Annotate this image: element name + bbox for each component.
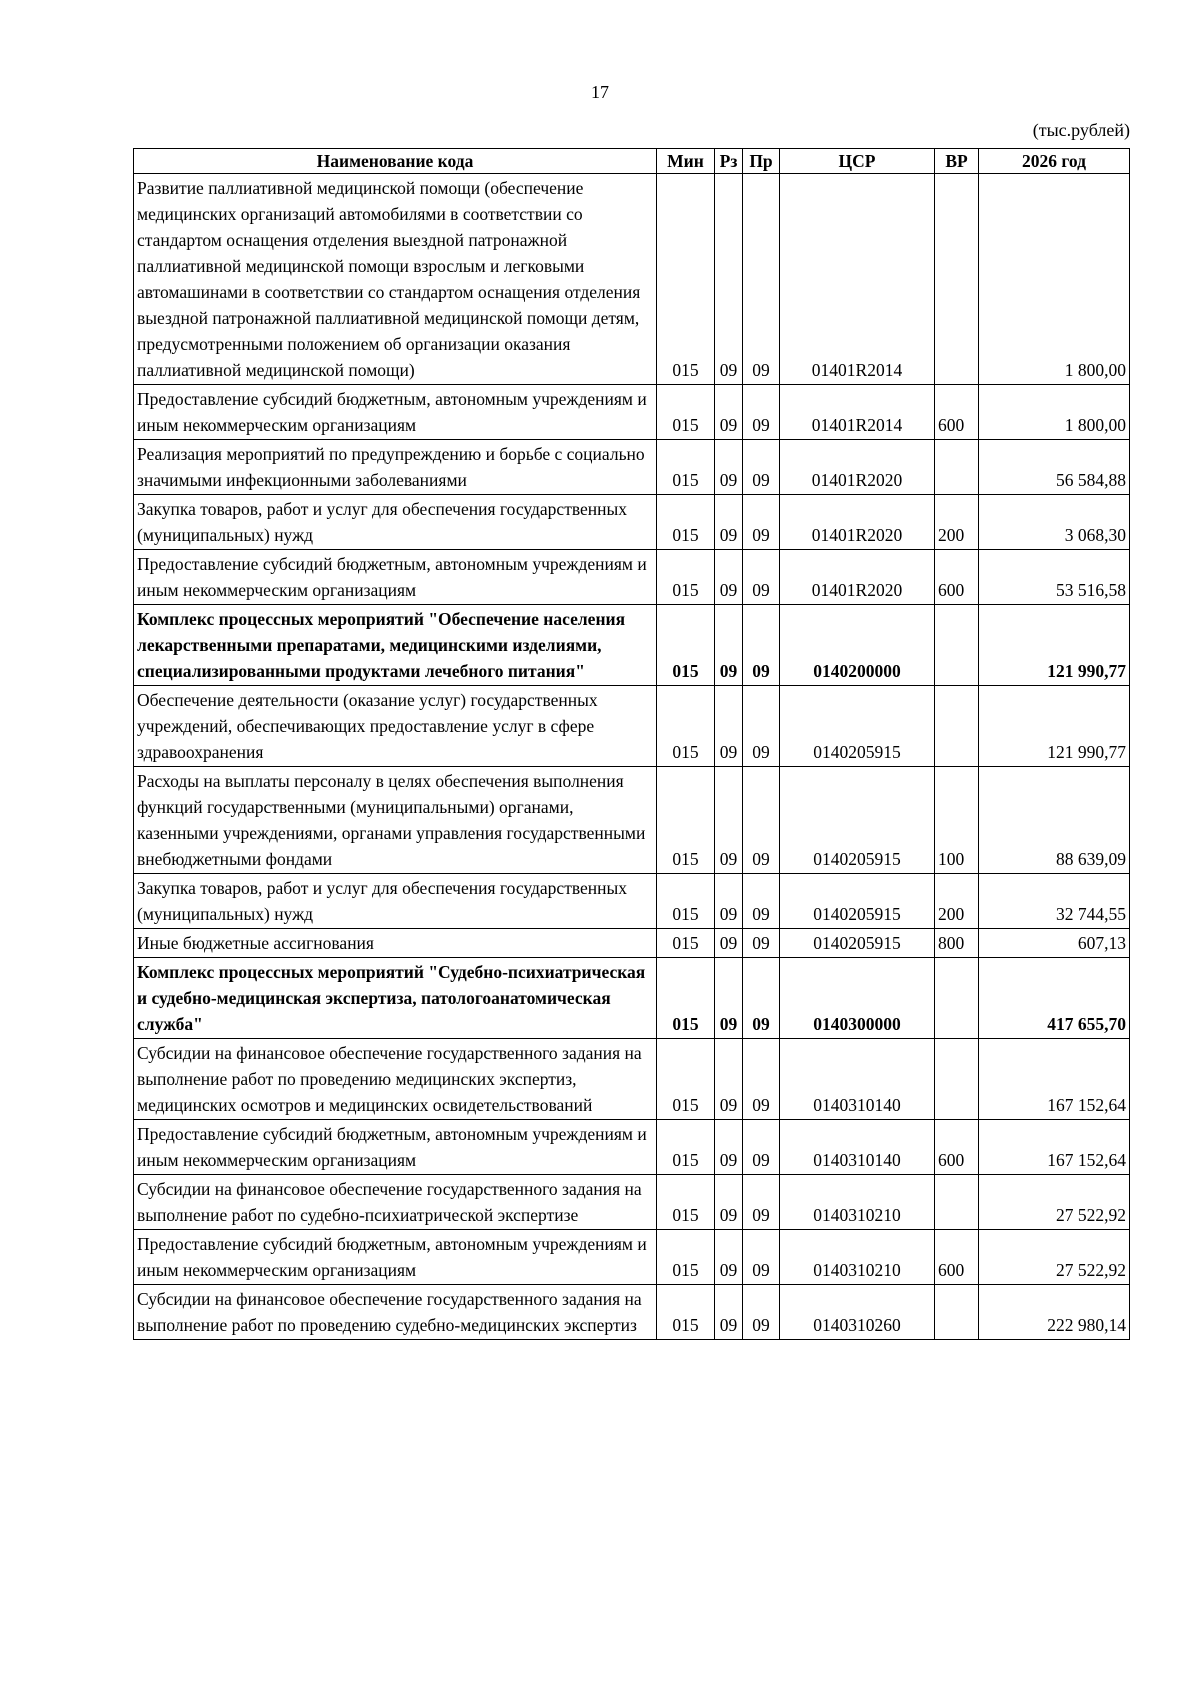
cell-name: Предоставление субсидий бюджетным, автономным учреждениям и иным некоммерческим организациям	[134, 385, 657, 440]
cell-csr: 0140310210	[780, 1230, 935, 1285]
cell-rz: 09	[715, 1039, 743, 1120]
cell-csr: 0140205915	[780, 686, 935, 767]
cell-vr: 600	[935, 385, 979, 440]
budget-table	[133, 148, 1130, 1340]
cell-sum: 56 584,88	[979, 440, 1130, 495]
cell-sum: 121 990,77	[979, 605, 1130, 686]
table-row	[134, 929, 1130, 958]
cell-rz: 09	[715, 1120, 743, 1175]
header-csr: ЦСР	[780, 149, 935, 174]
cell-pr: 09	[743, 605, 780, 686]
cell-vr	[935, 174, 979, 385]
header-name: Наименование кода	[134, 149, 657, 174]
cell-name: Расходы на выплаты персоналу в целях обеспечения выполнения функций государственными (муниципальными) органами, казенными учреждениями, органами управления государственными внебюджетными фондами	[134, 767, 657, 874]
cell-pr: 09	[743, 1285, 780, 1340]
cell-name: Обеспечение деятельности (оказание услуг) государственных учреждений, обеспечивающих предоставление услуг в сфере здравоохранения	[134, 686, 657, 767]
cell-sum: 27 522,92	[979, 1230, 1130, 1285]
cell-min: 015	[657, 1039, 715, 1120]
cell-name: Развитие паллиативной медицинской помощи (обеспечение медицинских организаций автомобилями в соответствии со стандартом оснащения отделения выездной патронажной паллиативной медицинской помощи взрослым и легковыми автомашинами в соответствии со стандартом оснащения отделения выездной патронажной паллиативной медицинской помощи детям, предусмотренными положением об организации оказания паллиативной медицинской помощи)	[134, 174, 657, 385]
table-row	[134, 174, 1130, 385]
cell-csr: 0140300000	[780, 958, 935, 1039]
cell-csr: 0140310210	[780, 1175, 935, 1230]
cell-csr: 0140310260	[780, 1285, 935, 1340]
cell-sum: 167 152,64	[979, 1120, 1130, 1175]
cell-pr: 09	[743, 1175, 780, 1230]
cell-min: 015	[657, 1285, 715, 1340]
table-row	[134, 686, 1130, 767]
units-label: (тыс.рублей)	[1032, 120, 1130, 140]
cell-rz: 09	[715, 874, 743, 929]
cell-pr: 09	[743, 550, 780, 605]
cell-sum: 27 522,92	[979, 1175, 1130, 1230]
cell-vr: 600	[935, 550, 979, 605]
cell-name: Закупка товаров, работ и услуг для обеспечения государственных (муниципальных) нужд	[134, 874, 657, 929]
cell-sum: 417 655,70	[979, 958, 1130, 1039]
cell-name: Субсидии на финансовое обеспечение государственного задания на выполнение работ по проведению медицинских экспертиз, медицинских осмотров и медицинских освидетельствований	[134, 1039, 657, 1120]
cell-pr: 09	[743, 767, 780, 874]
cell-vr: 600	[935, 1230, 979, 1285]
cell-min: 015	[657, 767, 715, 874]
cell-min: 015	[657, 495, 715, 550]
cell-sum: 167 152,64	[979, 1039, 1130, 1120]
cell-pr: 09	[743, 929, 780, 958]
cell-vr: 800	[935, 929, 979, 958]
cell-pr: 09	[743, 174, 780, 385]
cell-name: Закупка товаров, работ и услуг для обеспечения государственных (муниципальных) нужд	[134, 495, 657, 550]
cell-vr	[935, 958, 979, 1039]
cell-rz: 09	[715, 929, 743, 958]
cell-pr: 09	[743, 874, 780, 929]
cell-rz: 09	[715, 767, 743, 874]
cell-rz: 09	[715, 440, 743, 495]
cell-csr: 01401R2014	[780, 385, 935, 440]
cell-sum: 1 800,00	[979, 385, 1130, 440]
cell-sum: 88 639,09	[979, 767, 1130, 874]
cell-csr: 01401R2014	[780, 174, 935, 385]
cell-name: Комплекс процессных мероприятий "Судебно-психиатрическая и судебно-медицинская экспертиза, патологоанатомическая служба"	[134, 958, 657, 1039]
cell-min: 015	[657, 385, 715, 440]
table-row	[134, 874, 1130, 929]
table-row	[134, 440, 1130, 495]
cell-csr: 01401R2020	[780, 495, 935, 550]
cell-vr: 200	[935, 874, 979, 929]
cell-rz: 09	[715, 1175, 743, 1230]
cell-vr	[935, 686, 979, 767]
cell-rz: 09	[715, 174, 743, 385]
table-row	[134, 1285, 1130, 1340]
cell-vr	[935, 1039, 979, 1120]
cell-rz: 09	[715, 550, 743, 605]
page-number: 17	[591, 82, 609, 102]
cell-name: Субсидии на финансовое обеспечение государственного задания на выполнение работ по проведению судебно-медицинских экспертиз	[134, 1285, 657, 1340]
header-min: Мин	[657, 149, 715, 174]
cell-min: 015	[657, 874, 715, 929]
cell-min: 015	[657, 1175, 715, 1230]
table-row	[134, 385, 1130, 440]
cell-csr: 0140310140	[780, 1039, 935, 1120]
cell-pr: 09	[743, 686, 780, 767]
cell-min: 015	[657, 550, 715, 605]
table-row	[134, 605, 1130, 686]
cell-sum: 222 980,14	[979, 1285, 1130, 1340]
cell-name: Предоставление субсидий бюджетным, автономным учреждениям и иным некоммерческим организациям	[134, 1230, 657, 1285]
cell-sum: 53 516,58	[979, 550, 1130, 605]
cell-pr: 09	[743, 1039, 780, 1120]
header-pr: Пр	[743, 149, 780, 174]
cell-vr	[935, 1285, 979, 1340]
table-row	[134, 958, 1130, 1039]
cell-pr: 09	[743, 958, 780, 1039]
cell-csr: 0140205915	[780, 767, 935, 874]
cell-pr: 09	[743, 385, 780, 440]
cell-min: 015	[657, 1230, 715, 1285]
table-row	[134, 1175, 1130, 1230]
cell-name: Субсидии на финансовое обеспечение государственного задания на выполнение работ по судебно-психиатрической экспертизе	[134, 1175, 657, 1230]
cell-vr	[935, 1175, 979, 1230]
cell-name: Реализация мероприятий по предупреждению и борьбе с социально значимыми инфекционными заболеваниями	[134, 440, 657, 495]
cell-vr: 100	[935, 767, 979, 874]
table-row	[134, 1120, 1130, 1175]
cell-sum: 607,13	[979, 929, 1130, 958]
header-year: 2026 год	[979, 149, 1130, 174]
cell-csr: 01401R2020	[780, 550, 935, 605]
cell-csr: 0140205915	[780, 874, 935, 929]
cell-rz: 09	[715, 605, 743, 686]
cell-min: 015	[657, 440, 715, 495]
table-row	[134, 767, 1130, 874]
cell-vr: 200	[935, 495, 979, 550]
cell-csr: 01401R2020	[780, 440, 935, 495]
cell-name: Комплекс процессных мероприятий "Обеспечение населения лекарственными препаратами, медицинскими изделиями, специализированными продуктами лечебного питания"	[134, 605, 657, 686]
cell-sum: 121 990,77	[979, 686, 1130, 767]
cell-name: Предоставление субсидий бюджетным, автономным учреждениям и иным некоммерческим организациям	[134, 1120, 657, 1175]
cell-rz: 09	[715, 495, 743, 550]
table-row	[134, 495, 1130, 550]
cell-rz: 09	[715, 1285, 743, 1340]
cell-sum: 32 744,55	[979, 874, 1130, 929]
cell-vr	[935, 605, 979, 686]
cell-rz: 09	[715, 1230, 743, 1285]
cell-pr: 09	[743, 1120, 780, 1175]
cell-vr: 600	[935, 1120, 979, 1175]
cell-min: 015	[657, 929, 715, 958]
cell-min: 015	[657, 174, 715, 385]
cell-name: Иные бюджетные ассигнования	[134, 929, 657, 958]
table-row	[134, 550, 1130, 605]
table-body	[134, 174, 1130, 1340]
cell-csr: 0140205915	[780, 929, 935, 958]
table-row	[134, 1039, 1130, 1120]
cell-sum: 1 800,00	[979, 174, 1130, 385]
header-vr: ВР	[935, 149, 979, 174]
table-header-row	[134, 149, 1130, 174]
cell-pr: 09	[743, 495, 780, 550]
cell-rz: 09	[715, 686, 743, 767]
cell-rz: 09	[715, 958, 743, 1039]
cell-sum: 3 068,30	[979, 495, 1130, 550]
cell-csr: 0140200000	[780, 605, 935, 686]
cell-min: 015	[657, 958, 715, 1039]
cell-vr	[935, 440, 979, 495]
cell-min: 015	[657, 686, 715, 767]
cell-min: 015	[657, 605, 715, 686]
table-row	[134, 1230, 1130, 1285]
cell-pr: 09	[743, 440, 780, 495]
cell-rz: 09	[715, 385, 743, 440]
cell-name: Предоставление субсидий бюджетным, автономным учреждениям и иным некоммерческим организациям	[134, 550, 657, 605]
header-rz: Рз	[715, 149, 743, 174]
cell-csr: 0140310140	[780, 1120, 935, 1175]
cell-min: 015	[657, 1120, 715, 1175]
cell-pr: 09	[743, 1230, 780, 1285]
